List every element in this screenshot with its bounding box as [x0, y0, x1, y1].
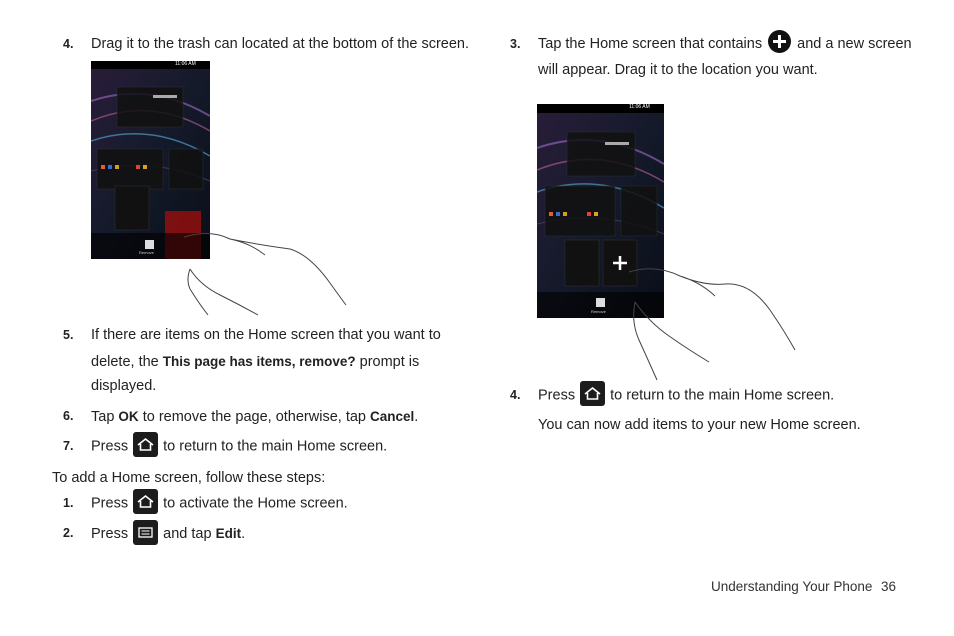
step-text-line: delete, the This page has items, remove? prompt is — [91, 354, 420, 370]
remove-label: Remove — [139, 250, 154, 255]
step-text: will appear. Drag it to the location you want. — [538, 62, 818, 78]
hand-gesture-icon — [180, 225, 350, 320]
step-number: 6. — [63, 409, 74, 423]
prompt-label: This page has items, remove? — [162, 354, 356, 369]
step-text-line: Press to activate the Home screen. — [91, 491, 348, 517]
status-bar-time: 11:06 AM — [629, 104, 650, 110]
menu-key-icon — [133, 520, 158, 545]
hand-gesture-icon — [625, 262, 800, 387]
ok-label: OK — [118, 409, 139, 424]
add-screen-plus-icon — [768, 30, 791, 53]
home-key-icon — [580, 381, 605, 406]
step-text-line: Press and tap Edit. — [91, 521, 245, 548]
step-number: 3. — [510, 37, 521, 51]
step-number: 4. — [510, 388, 521, 402]
step-text-line: Press to return to the main Home screen. — [91, 434, 387, 460]
home-key-icon — [133, 432, 158, 457]
remove-label: Remove — [591, 309, 606, 314]
step-number: 4. — [63, 37, 74, 51]
step-text: displayed. — [91, 378, 157, 394]
intro-text: To add a Home screen, follow these steps: — [52, 470, 326, 486]
step-text: If there are items on the Home screen that you want to — [91, 327, 441, 343]
edit-label: Edit — [215, 526, 242, 541]
step-text-line: Tap OK to remove the page, otherwise, tap Cancel. — [91, 409, 419, 425]
note-text: You can now add items to your new Home screen. — [538, 417, 861, 433]
cancel-label: Cancel — [370, 409, 415, 424]
step-number: 7. — [63, 439, 74, 453]
step-number: 1. — [63, 496, 74, 510]
step-text-line: Press to return to the main Home screen. — [538, 383, 834, 409]
home-key-icon — [133, 489, 158, 514]
step-text: Drag it to the trash can located at the bottom of the screen. — [91, 36, 470, 52]
step-number: 2. — [63, 526, 74, 540]
status-bar-time: 11:06 AM — [175, 61, 196, 67]
step-text-line: Tap the Home screen that contains and a new screen — [538, 32, 912, 58]
footer-section-title: Understanding Your Phone — [711, 579, 873, 594]
page-number: 36 — [881, 579, 897, 594]
step-number: 5. — [63, 328, 74, 342]
